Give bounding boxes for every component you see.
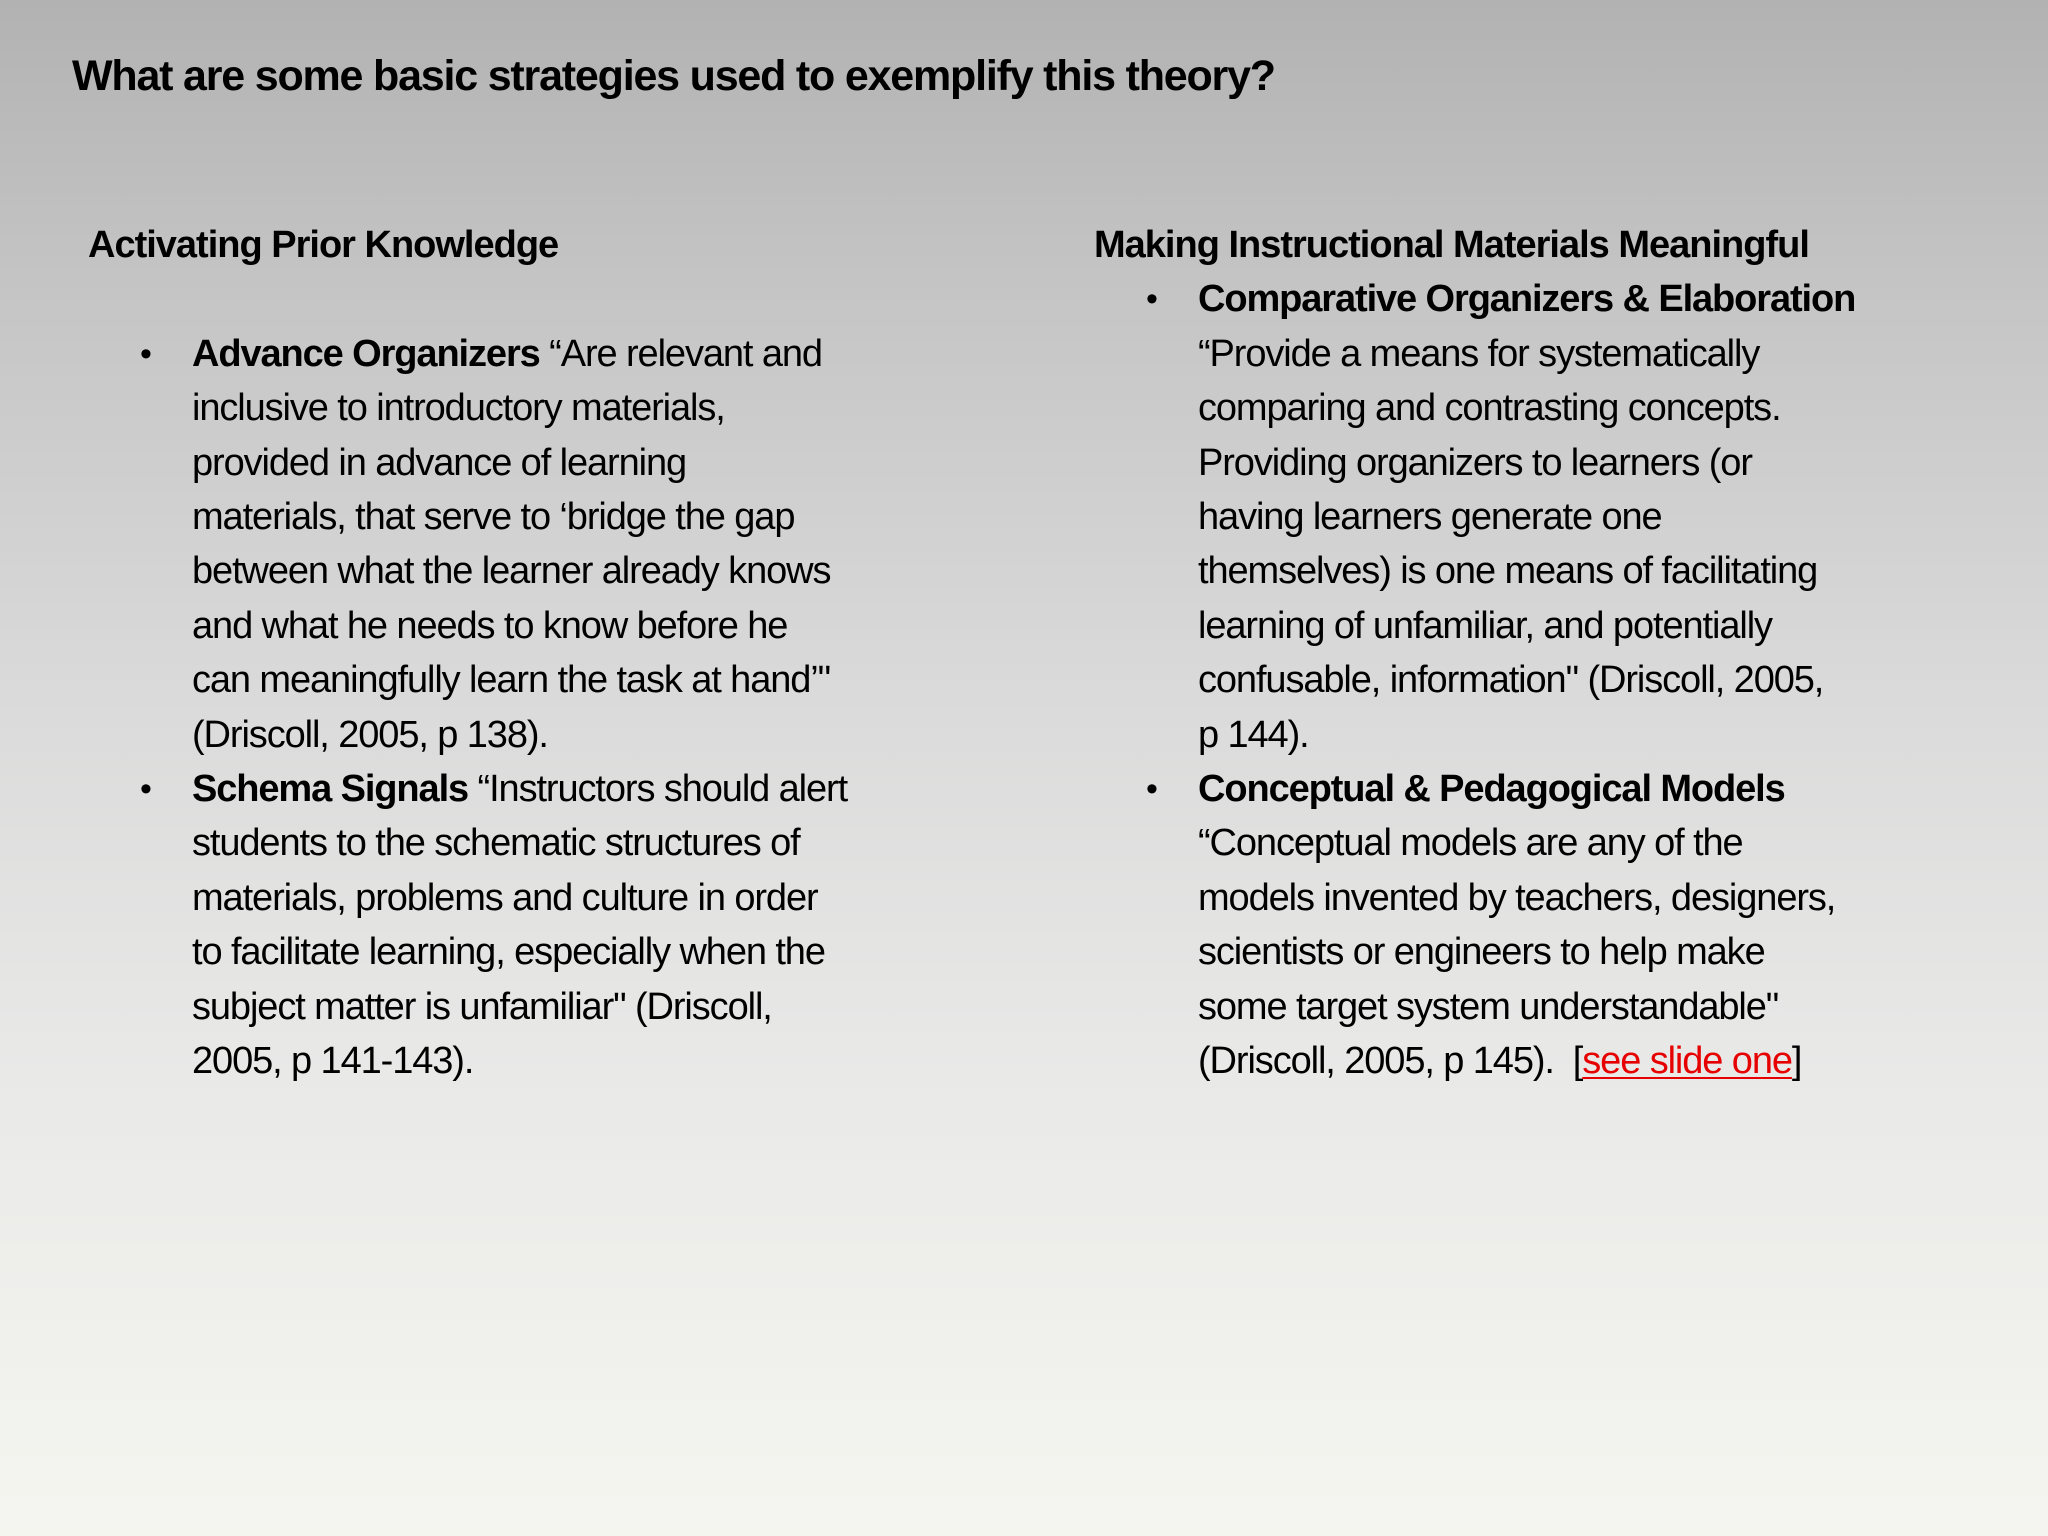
bullet-conceptual-models bbox=[1094, 762, 1994, 1088]
text-line: subject matter is unfamiliar" (Driscoll, bbox=[192, 985, 772, 1028]
text-line: inclusive to introductory materials, bbox=[192, 387, 725, 430]
closing-bracket: ] bbox=[1791, 1040, 1802, 1083]
bullet-term: Advance Organizers bbox=[192, 332, 540, 375]
text-line: learning of unfamiliar, and potentially bbox=[1198, 604, 1772, 647]
text-line: p 144). bbox=[1198, 713, 1309, 756]
left-column-heading: Activating Prior Knowledge bbox=[88, 224, 559, 266]
text-line: 2005, p 141-143). bbox=[192, 1040, 474, 1083]
text-line: scientists or engineers to help make bbox=[1198, 931, 1765, 974]
text-line bbox=[192, 762, 988, 816]
bullet-comparative-organizers bbox=[1094, 272, 1994, 762]
bullet-text: “Are relevant and bbox=[539, 332, 822, 375]
text-line: (Driscoll, 2005, p 138). bbox=[192, 713, 548, 756]
spacer bbox=[88, 272, 988, 326]
text-line: can meaningfully learn the task at hand’" bbox=[192, 659, 831, 702]
text-line: Providing organizers to learners (or bbox=[1198, 441, 1752, 484]
right-column bbox=[1094, 218, 1994, 1089]
bullet-icon: • bbox=[1146, 280, 1157, 319]
bullet-schema-signals bbox=[88, 762, 988, 1088]
bullet-term: Comparative Organizers & Elaboration bbox=[1198, 278, 1856, 321]
bullet-term: Schema Signals bbox=[192, 768, 469, 811]
left-column bbox=[88, 218, 988, 1088]
bullet-icon: • bbox=[140, 770, 151, 809]
text-line: themselves) is one means of facilitating bbox=[1198, 550, 1818, 593]
bullet-advance-organizers bbox=[88, 327, 988, 762]
text-line: having learners generate one bbox=[1198, 496, 1662, 539]
text-line: provided in advance of learning bbox=[192, 441, 687, 484]
text-line: materials, that serve to ‘bridge the gap bbox=[192, 496, 795, 539]
bullet-term: Conceptual & Pedagogical Models bbox=[1198, 768, 1785, 811]
slide-title: What are some basic strategies used to exemplify this theory? bbox=[72, 52, 1275, 100]
bullet-text: “Instructors should alert bbox=[468, 768, 848, 811]
left-bullet-list bbox=[88, 327, 988, 1089]
text-line bbox=[1198, 1034, 1994, 1088]
text-line: confusable, information" (Driscoll, 2005, bbox=[1198, 659, 1824, 702]
text-line: “Provide a means for systematically bbox=[1198, 332, 1760, 375]
text-line: comparing and contrasting concepts. bbox=[1198, 387, 1781, 430]
text-line: to facilitate learning, especially when the bbox=[192, 931, 825, 974]
text-line: “Conceptual models are any of the bbox=[1198, 822, 1743, 865]
bullet-icon: • bbox=[140, 334, 151, 373]
text-line: students to the schematic structures of bbox=[192, 822, 800, 865]
text-line: between what the learner already knows bbox=[192, 550, 831, 593]
text-line: and what he needs to know before he bbox=[192, 604, 788, 647]
see-slide-one-link[interactable]: see slide one bbox=[1582, 1040, 1792, 1083]
text-line: materials, problems and culture in order bbox=[192, 876, 818, 919]
text-line bbox=[192, 327, 988, 381]
citation-text: (Driscoll, 2005, p 145). [ bbox=[1198, 1040, 1583, 1083]
text-line: models invented by teachers, designers, bbox=[1198, 876, 1836, 919]
right-bullet-list bbox=[1094, 272, 1994, 1088]
text-line: some target system understandable" bbox=[1198, 985, 1779, 1028]
bullet-icon: • bbox=[1146, 770, 1157, 809]
right-column-heading: Making Instructional Materials Meaningful bbox=[1094, 224, 1809, 266]
